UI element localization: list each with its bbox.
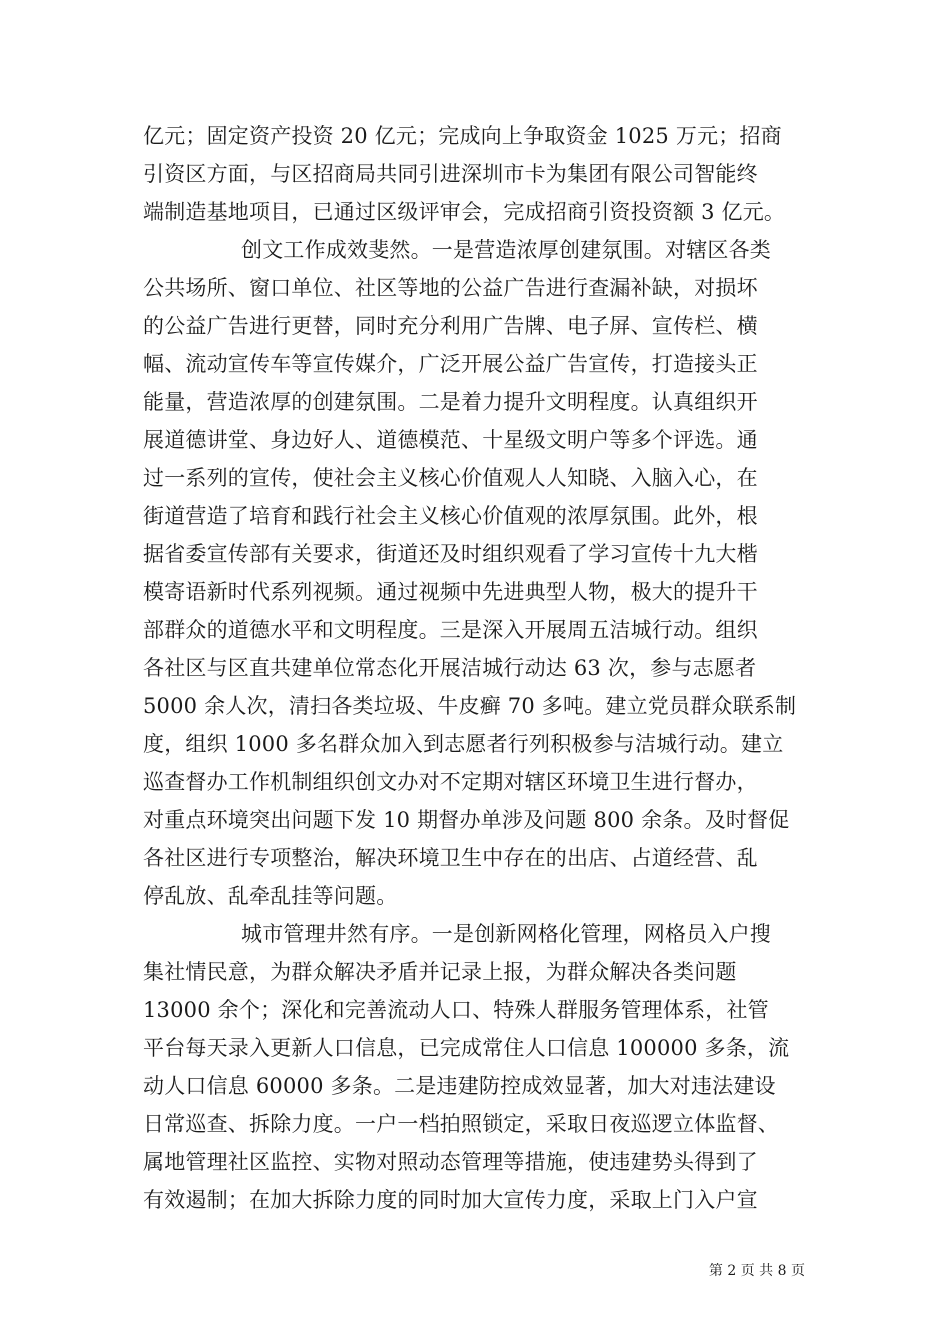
text-line: 平台每天录入更新人口信息，已完成常住人口信息 100000 多条，流 [143,1036,790,1060]
text-line: 过一系列的宣传，使社会主义核心价值观人人知晓、入脑入心，在 [143,466,758,490]
text-line: 城市管理井然有序。一是创新网格化管理，网格员入户搜 [241,922,771,946]
text-line: 有效遏制；在加大拆除力度的同时加大宣传力度，采取上门入户宣 [143,1188,758,1212]
text-line: 部群众的道德水平和文明程度。三是深入开展周五洁城行动。组织 [143,618,758,642]
text-line: 引资区方面，与区招商局共同引进深圳市卡为集团有限公司智能终 [143,162,758,186]
page-number-footer: 第 2 页 共 8 页 [708,1263,805,1279]
text-line: 对重点环境突出问题下发 10 期督办单涉及问题 800 余条。及时督促 [143,808,790,832]
text-line: 的公益广告进行更替，同时充分利用广告牌、电子屏、宣传栏、横 [143,314,758,338]
text-line: 创文工作成效斐然。一是营造浓厚创建氛围。对辖区各类 [241,238,771,262]
text-line: 各社区进行专项整治，解决环境卫生中存在的出店、占道经营、乱 [143,846,758,870]
text-line: 各社区与区直共建单位常态化开展洁城行动达 63 次，参与志愿者 [143,656,757,680]
paragraph-investment [143,117,803,231]
text-line: 属地管理社区监控、实物对照动态管理等措施，使违建势头得到了 [143,1150,758,1174]
paragraph-civilization [143,231,803,915]
text-line: 停乱放、乱牵乱挂等问题。 [143,884,398,908]
text-line: 据省委宣传部有关要求，街道还及时组织观看了学习宣传十九大楷 [143,542,758,566]
text-line: 能量，营造浓厚的创建氛围。二是着力提升文明程度。认真组织开 [143,390,758,414]
text-line: 展道德讲堂、身边好人、道德模范、十星级文明户等多个评选。通 [143,428,758,452]
text-line: 动人口信息 60000 多条。二是违建防控成效显著，加大对违法建设 [143,1074,776,1098]
paragraph-urban-management [143,915,803,1219]
text-line: 集社情民意，为群众解决矛盾并记录上报，为群众解决各类问题 [143,960,737,984]
text-line: 5000 余人次，清扫各类垃圾、牛皮癣 70 多吨。建立党员群众联系制 [143,694,797,718]
text-line: 亿元；固定资产投资 20 亿元；完成向上争取资金 1025 万元；招商 [143,124,782,148]
text-line: 街道营造了培育和践行社会主义核心价值观的浓厚氛围。此外，根 [143,504,758,528]
text-line: 幅、流动宣传车等宣传媒介，广泛开展公益广告宣传，打造接头正 [143,352,758,376]
text-line: 端制造基地项目，已通过区级评审会，完成招商引资投资额 3 亿元。 [143,200,786,224]
text-line: 模寄语新时代系列视频。通过视频中先进典型人物，极大的提升干 [143,580,758,604]
text-line: 13000 余个；深化和完善流动人口、特殊人群服务管理体系，社管 [143,998,769,1022]
text-line: 度，组织 1000 多名群众加入到志愿者行列积极参与洁城行动。建立 [143,732,784,756]
text-line: 公共场所、窗口单位、社区等地的公益广告进行查漏补缺，对损坏 [143,276,758,300]
text-line: 日常巡查、拆除力度。一户一档拍照锁定，采取日夜巡逻立体监督、 [143,1112,779,1136]
text-line: 巡查督办工作机制组织创文办对不定期对辖区环境卫生进行督办， [143,770,758,794]
